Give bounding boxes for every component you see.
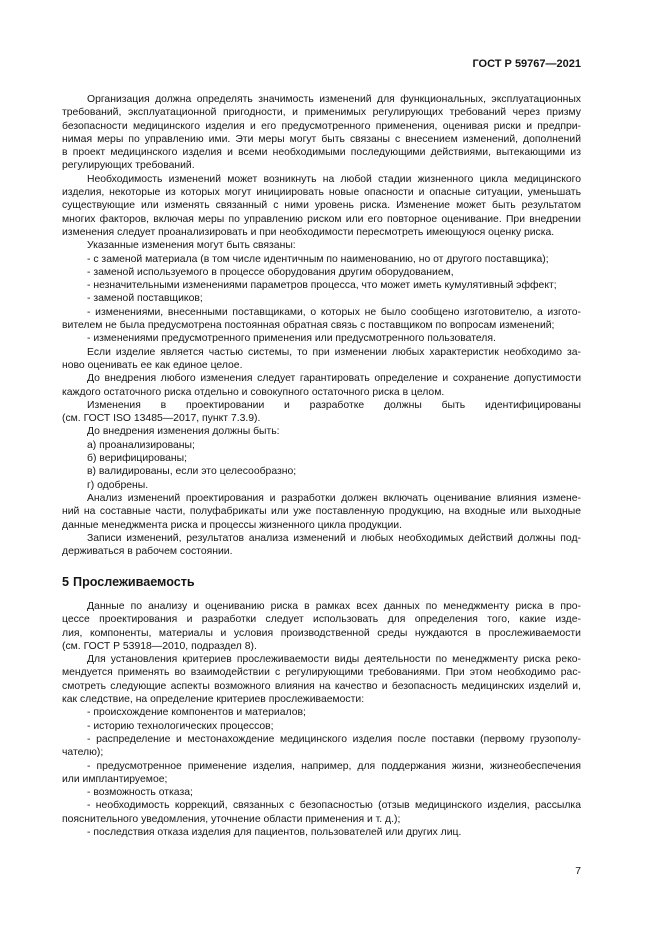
- text-line: Данные по анализу и оцениванию риска в рамках всех данных по менеджменту риска в про-: [87, 601, 581, 612]
- text-line: Записи изменений, результатов анализа изменений и любых необходимых действий должны под-: [87, 532, 581, 544]
- list-item: б) верифицированы;: [87, 453, 188, 465]
- text-line: - необходимость коррекций, связанных с безопасностью (отзыв медицинского изделия, рассылка: [87, 800, 581, 812]
- list-item: - возможность отказа;: [87, 787, 193, 799]
- section-title: Прослеживаемость: [73, 575, 195, 589]
- document-code-header: ГОСТ Р 59767—2021: [472, 58, 581, 70]
- list-intro: Указанные изменения могут быть связаны:: [87, 240, 296, 252]
- text-line: как следствие, на определение критериев прослеживаемости:: [62, 694, 365, 706]
- text-line: изделия, некоторые из которых могут инициировать новые опасности и опасные ситуации, уменьшать: [62, 187, 581, 199]
- text-line: многих факторов, включая меры по управлению риском или его повторное оценивание. При внедрении: [62, 213, 581, 225]
- text-line: Для установления критериев прослеживаемости виды деятельности по менеджменту риска реко-: [87, 654, 581, 666]
- text-line: ново оценивать ее как единое целое.: [62, 359, 243, 371]
- list-item: - с заменой материала (в том числе идентичным по наименованию, но от другого поставщика);: [87, 253, 549, 265]
- list-item: - заменой используемого в процессе оборудования другим оборудованием,: [87, 266, 454, 278]
- paragraph: [62, 346, 581, 373]
- list-item: [62, 733, 581, 760]
- text-line: Организация должна определять значимость изменений для функциональных, эксплуатационных: [87, 94, 581, 105]
- list-item: в) валидированы, если это целесообразно;: [87, 466, 297, 478]
- text-line: Необходимость изменений может возникнуть на любой стадии жизненного цикла медицинского: [87, 173, 581, 185]
- text-line: чателю);: [62, 747, 104, 759]
- text-line: мендуется применять во взаимодействии с регулирующими требованиями. При этом необходимо рас-: [62, 667, 581, 679]
- text-line: Анализ изменений проектирования и разработки должен включать оценивание влияния измене-: [87, 492, 581, 504]
- text-line: в проект медицинского изделия и всеми необходимыми последующими действиями, вытекающими из: [62, 147, 581, 159]
- text-line: данные менеджмента риска и процессы жизненного цикла продукции.: [62, 519, 402, 531]
- paragraph: [62, 653, 581, 706]
- text-line: (см. ГОСТ ISO 13485—2017, пункт 7.3.9).: [62, 413, 261, 425]
- list-item: - заменой поставщиков;: [87, 293, 203, 305]
- text-line: ний на составные части, полуфабрикаты или уже поставленную продукцию, на входные или выходные: [62, 506, 581, 518]
- paragraph: [62, 492, 581, 532]
- list-intro: До внедрения изменения должны быть:: [87, 426, 280, 438]
- text-line: нимая меры по управлению ими. Эти меры могут быть связаны с внесением изменений, дополнений: [62, 133, 581, 145]
- paragraph: [62, 600, 581, 653]
- text-line: Если изделие является частью системы, то при изменении любых характеристик необходимо за-: [87, 346, 581, 358]
- text-line: - предусмотренное применение изделия, например, для поддержания жизни, жизнеобеспечения: [87, 760, 581, 772]
- paragraph: [62, 532, 581, 559]
- list-item: - историю технологических процессов;: [87, 720, 274, 732]
- section-heading: [62, 574, 195, 590]
- text-line: или имплантируемое;: [62, 773, 168, 785]
- traceability-aspects-list: [62, 706, 581, 839]
- page-number: 7: [575, 866, 581, 877]
- text-line: - изменениями, внесенными поставщиками, о которых не было сообщено изготовителю, а изгото-: [87, 306, 581, 318]
- approval-list: [62, 439, 581, 492]
- text-line: регулирующих требований.: [62, 160, 195, 172]
- text-line: (см. ГОСТ Р 53918—2010, подраздел 8).: [62, 640, 257, 652]
- text-line: смотреть следующие аспекты возможного влияния на качество и безопасность медицинских изделий и,: [62, 680, 581, 692]
- text-line: цессе проектирования и разработки следует использовать для определения того, какие изде-: [62, 614, 581, 626]
- text-line: - распределение и местонахождение медицинского изделия после поставки (первому грузополу-: [87, 733, 581, 745]
- paragraph: [62, 399, 581, 426]
- text-line: существующие или изменять связанный с ними уровень риска. Изменение может быть результатом: [62, 200, 581, 212]
- paragraph: [62, 372, 581, 399]
- section-5-text: [62, 600, 581, 839]
- paragraph: [62, 173, 581, 239]
- text-line: безопасности медицинского изделия и его предусмотренного применения, оценивая риски и предпри-: [62, 120, 581, 132]
- list-item: [62, 799, 581, 826]
- change-list: [62, 253, 581, 346]
- text-line: Изменения в проектировании и разработке должны быть идентифицированы: [87, 399, 581, 411]
- text-line: пояснительного уведомления, уточнение области применения и т. д.);: [62, 813, 401, 825]
- text-line: требований, эксплуатационной пригодности, и применимых регулирующих требований через призму: [62, 107, 581, 119]
- text-line: До внедрения любого изменения следует гарантировать определение и сохранение допустимости: [87, 373, 581, 385]
- list-item: - последствия отказа изделия для пациентов, пользователей или других лиц.: [87, 827, 462, 839]
- list-item: а) проанализированы;: [87, 439, 195, 451]
- list-item: - происхождение компонентов и материалов;: [87, 707, 306, 719]
- text-line: изменения следует проанализировать и при необходимости пересмотреть имеющуюся оценку риска.: [62, 226, 555, 238]
- text-line: держиваться в рабочем состоянии.: [62, 546, 233, 558]
- text-line: вителем не была предусмотрена постоянная обратная связь с поставщиком по вопросам изменений;: [62, 320, 555, 332]
- body-text: [62, 93, 581, 558]
- text-line: каждого остаточного риска отдельно и совокупного остаточного риска в целом.: [62, 386, 445, 398]
- list-item: [62, 306, 581, 333]
- section-number: 5: [62, 575, 70, 589]
- list-item: - незначительными изменениями параметров процесса, что может иметь кумулятивный эффект;: [87, 280, 557, 292]
- text-line: лия, компоненты, материалы и условия производственной среды нуждаются в прослеживаемости: [62, 627, 581, 639]
- list-item: - изменениями предусмотренного применения или предусмотренного пользователя.: [87, 333, 496, 345]
- list-item: [62, 760, 581, 787]
- list-item: г) одобрены.: [87, 479, 149, 491]
- paragraph: [62, 93, 581, 173]
